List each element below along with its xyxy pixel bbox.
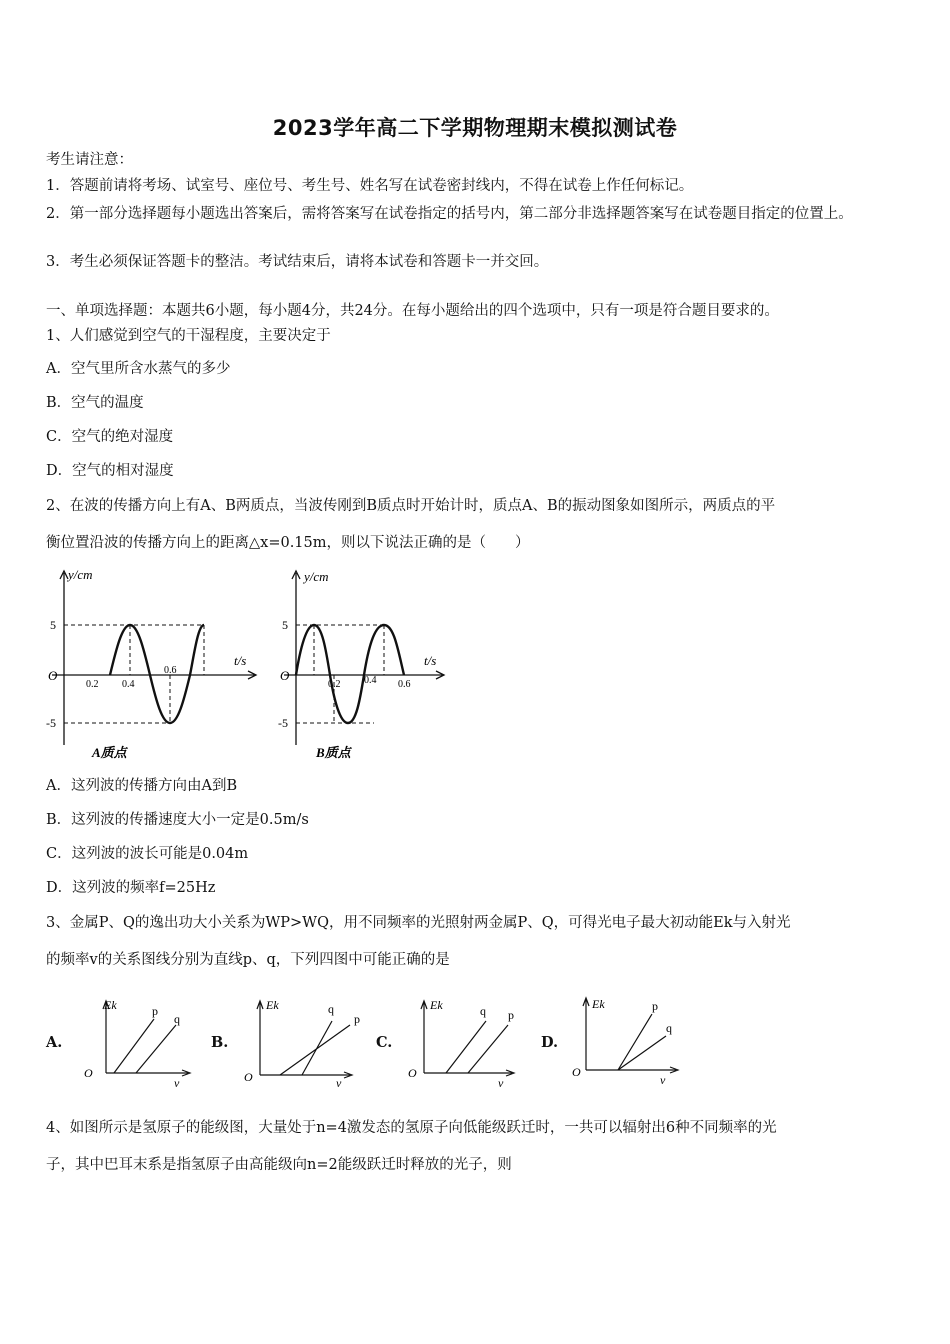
q3c-axis-x: v xyxy=(498,1076,504,1087)
q4-stem-line1: 4、如图所示是氢原子的能级图，大量处于n=4激发态的氢原子向低能级跃迁时，一共可以辐射出6种不同频率的光 xyxy=(46,1120,777,1136)
q3-stem-line2: 的频率v的关系图线分别为直线p、q，下列四图中可能正确的是 xyxy=(46,952,450,968)
graph-a-vibration xyxy=(44,565,264,765)
q1-option-a: A．空气里所含水蒸气的多少 xyxy=(46,361,231,377)
graph-b-ylabel: y/cm xyxy=(304,569,329,584)
q3c-axis-y: Ek xyxy=(430,998,443,1012)
graph-a-xlabel: t/s xyxy=(234,653,247,668)
q2-option-c: C．这列波的波长可能是0.04m xyxy=(46,846,249,862)
graph-b-tick-y5: 5 xyxy=(282,618,288,632)
q3-graph-d xyxy=(570,992,690,1084)
graph-a-tick-x04: 0.4 xyxy=(122,679,135,690)
q3a-origin: O xyxy=(84,1066,93,1080)
q1-option-d: D．空气的相对湿度 xyxy=(46,463,174,479)
q1-option-b: B．空气的温度 xyxy=(46,395,144,411)
q2-option-a: A．这列波的传播方向由A到B xyxy=(46,778,238,794)
q3-stem-line1: 3、金属P、Q的逸出功大小关系为WP>WQ，用不同频率的光照射两金属P、Q，可得光电子最大初动能Ek与入射光 xyxy=(46,915,791,931)
graph-a-origin: O xyxy=(48,668,58,683)
graph-b-tick-x06: 0.6 xyxy=(398,679,411,690)
q3c-origin: O xyxy=(408,1066,417,1080)
q2-option-d: D．这列波的频率f=25Hz xyxy=(46,880,216,896)
q3-graph-a xyxy=(78,995,198,1087)
graph-b-tick-x04: 0.4 xyxy=(364,675,377,686)
notice-item-3: 3．考生必须保证答题卡的整洁。考试结束后，请将本试卷和答题卡一并交回。 xyxy=(46,254,549,270)
q3-graph-b xyxy=(240,995,365,1087)
q3b-axis-y: Ek xyxy=(266,998,279,1012)
q2-stem-line2: 衡位置沿波的传播方向上的距离△x=0.15m，则以下说法正确的是（ ） xyxy=(46,535,530,551)
q3d-line-p: p xyxy=(652,999,658,1013)
graph-b-caption: B质点 xyxy=(316,745,351,760)
graph-a-caption: A质点 xyxy=(92,745,127,760)
graph-b-xlabel: t/s xyxy=(424,653,437,668)
graph-a-tick-yneg5: -5 xyxy=(46,716,56,730)
q3a-line-q: q xyxy=(174,1012,180,1026)
page-title: 2023学年高二下学期物理期末模拟测试卷 xyxy=(272,116,678,140)
q3b-line-p: p xyxy=(354,1012,360,1026)
q3b-line-q: q xyxy=(328,1002,334,1016)
q2-stem-line1: 2、在波的传播方向上有A、B两质点，当波传刚到B质点时开始计时，质点A、B的振动图象如图所示，两质点的平 xyxy=(46,498,776,514)
q3a-axis-y: Ek xyxy=(104,998,117,1012)
graph-a-tick-x02: 0.2 xyxy=(86,679,99,690)
q3c-line-p: p xyxy=(508,1008,514,1022)
q4-stem-line2: 子，其中巴耳末系是指氢原子由高能级向n=2能级跃迁时释放的光子，则 xyxy=(46,1157,512,1173)
notice-heading: 考生请注意： xyxy=(46,152,133,168)
graph-b-tick-yneg5: -5 xyxy=(278,716,288,730)
q3d-line-q: q xyxy=(666,1021,672,1035)
q1-option-c: C．空气的绝对湿度 xyxy=(46,429,174,445)
q3a-axis-x: v xyxy=(174,1076,180,1087)
q3b-origin: O xyxy=(244,1070,253,1084)
notice-item-2: 2．第一部分选择题每小题选出答案后，需将答案写在试卷指定的括号内，第二部分非选择题答案写在试卷题目指定的位置上。 xyxy=(46,206,853,222)
q3-option-a-label: A. xyxy=(46,1034,63,1051)
q3d-origin: O xyxy=(572,1065,581,1079)
q3b-axis-x: v xyxy=(336,1076,342,1087)
q3-graph-c xyxy=(406,995,531,1087)
q3d-axis-x: v xyxy=(660,1073,666,1084)
section-heading: 一、单项选择题：本题共6小题，每小题4分，共24分。在每小题给出的四个选项中，只有一项是符合题目要求的。 xyxy=(46,303,779,319)
q1-stem: 1、人们感觉到空气的干湿程度，主要决定于 xyxy=(46,328,331,344)
graph-a-ylabel: y/cm xyxy=(68,567,93,582)
q3a-line-p: p xyxy=(152,1004,158,1018)
notice-item-1: 1．答题前请将考场、试室号、座位号、考生号、姓名写在试卷密封线内，不得在试卷上作任何标记。 xyxy=(46,178,694,194)
q3-option-c-label: C. xyxy=(376,1034,393,1051)
q3-option-b-label: B. xyxy=(211,1034,229,1051)
q3d-axis-y: Ek xyxy=(592,997,605,1011)
graph-b-tick-x02: 0.2 xyxy=(328,679,341,690)
graph-a-tick-y5: 5 xyxy=(50,618,56,632)
q3-option-d-label: D. xyxy=(541,1034,559,1051)
graph-b-vibration xyxy=(276,565,451,765)
graph-b-origin: O xyxy=(280,668,290,683)
graph-a-tick-x06: 0.6 xyxy=(164,665,177,676)
q3c-line-q: q xyxy=(480,1004,486,1018)
q2-option-b: B．这列波的传播速度大小一定是0.5m/s xyxy=(46,812,309,828)
